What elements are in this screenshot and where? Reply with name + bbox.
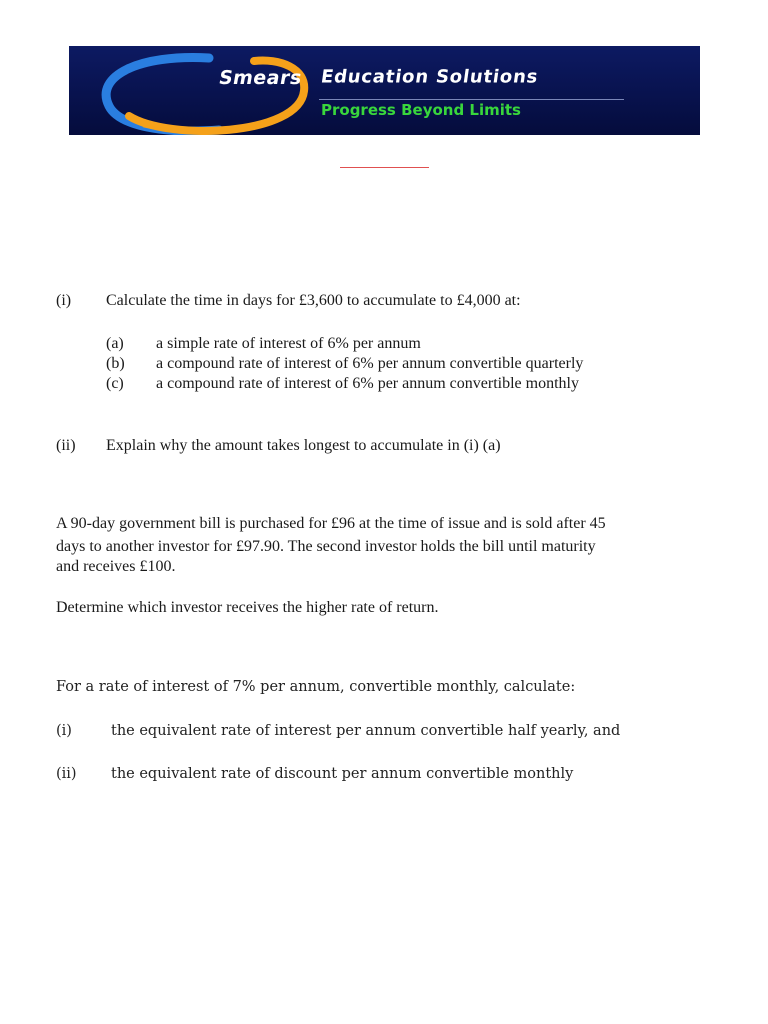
part-label: (ii): [56, 437, 76, 454]
banner-divider: [319, 99, 624, 100]
brand-tagline: Progress Beyond Limits: [321, 101, 521, 119]
swoosh-logo-icon: [69, 46, 389, 135]
item-label: (c): [106, 375, 124, 392]
part-label: (i): [56, 723, 72, 739]
part-label: (ii): [56, 766, 77, 782]
part-label: (i): [56, 292, 72, 309]
paragraph-line: and receives £100.: [56, 558, 176, 575]
part-text: the equivalent rate of discount per annum convertible monthly: [111, 766, 574, 782]
part-text: Calculate the time in days for £3,600 to accumulate to £4,000 at:: [106, 292, 521, 309]
item-label: (a): [106, 335, 124, 352]
item-text: a compound rate of interest of 6% per annum convertible monthly: [156, 375, 579, 392]
paragraph-line: days to another investor for £97.90. The second investor holds the bill until maturity: [56, 538, 596, 555]
item-label: (b): [106, 355, 125, 372]
part-text: Explain why the amount takes longest to accumulate in (i) (a): [106, 437, 501, 454]
intro-text: For a rate of interest of 7% per annum, convertible monthly, calculate:: [56, 679, 576, 695]
paragraph-line: A 90-day government bill is purchased for £96 at the time of issue and is sold after 45: [56, 515, 606, 532]
item-text: a simple rate of interest of 6% per annum: [156, 335, 421, 352]
instruction-text: Determine which investor receives the higher rate of return.: [56, 599, 439, 616]
part-text: the equivalent rate of interest per annum convertible half yearly, and: [111, 723, 621, 739]
brand-name: Smears: [217, 67, 304, 89]
brand-title: Education Solutions: [319, 66, 540, 88]
title-underline: [340, 167, 429, 168]
item-text: a compound rate of interest of 6% per annum convertible quarterly: [156, 355, 584, 372]
header-banner: [69, 46, 700, 135]
